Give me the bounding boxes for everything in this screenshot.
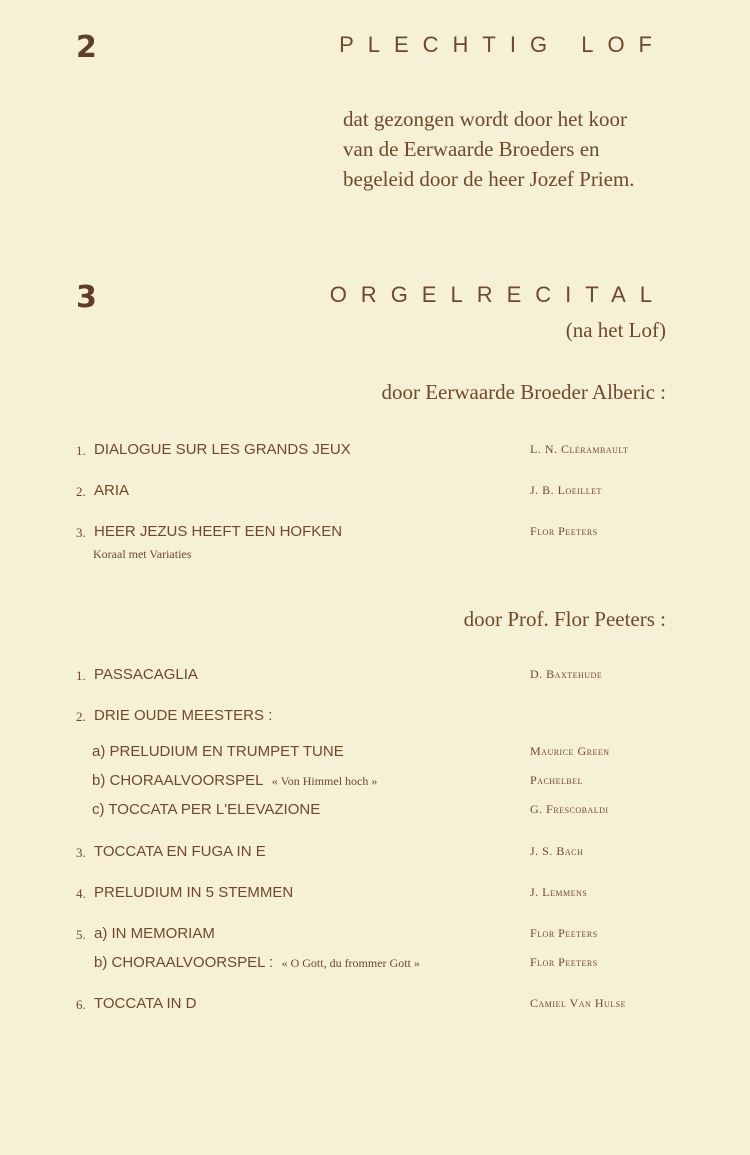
program-item <box>76 666 668 686</box>
item-title: a) IN MEMORIAM <box>94 925 215 942</box>
item-number: 4. <box>76 886 86 901</box>
part-1-byline: door Eerwaarde Broeder Alberic : <box>381 380 666 404</box>
program-item <box>76 441 668 461</box>
item-composer: L. N. Clérambault <box>530 442 629 456</box>
item-composer: D. Baxtehude <box>530 667 603 681</box>
item-number: 3. <box>76 845 86 860</box>
item-number: 2. <box>76 709 86 724</box>
item-title: TOCCATA IN D <box>94 995 197 1012</box>
program-item <box>76 801 668 821</box>
item-number: 2. <box>76 484 86 499</box>
section-2-paragraph <box>343 104 703 194</box>
item-note: Koraal met Variaties <box>93 547 192 561</box>
program-item <box>76 995 668 1015</box>
item-title: TOCCATA EN FUGA IN E <box>94 843 266 860</box>
program-item <box>76 925 668 945</box>
program-item <box>76 523 668 543</box>
item-composer: Camiel Van Hulse <box>530 996 627 1010</box>
item-title: ARIA <box>94 482 130 499</box>
item-title: PRELUDIUM IN 5 STEMMEN <box>94 884 294 901</box>
item-composer: J. B. Loeillet <box>530 483 602 497</box>
item-number: 5. <box>76 927 86 942</box>
item-title: DIALOGUE SUR LES GRANDS JEUX <box>94 441 351 458</box>
section-3-title: ORGELRECITAL <box>329 282 666 307</box>
item-title: c) TOCCATA PER L'ELEVAZIONE <box>92 801 321 818</box>
program-item <box>76 707 668 727</box>
item-composer: Flor Peeters <box>530 524 598 538</box>
item-title: a) PRELUDIUM EN TRUMPET TUNE <box>92 743 344 760</box>
program-item <box>76 884 668 904</box>
item-number: 1. <box>76 668 86 683</box>
item-title-extra: « O Gott, du frommer Gott » <box>281 956 420 970</box>
item-title: b) CHORAALVOORSPEL : « O Gott, du frommer Gott » <box>94 954 420 971</box>
item-number: 1. <box>76 443 86 458</box>
item-title: b) CHORAALVOORSPEL « Von Himmel hoch » <box>92 772 378 789</box>
item-composer: G. Frescobaldi <box>530 802 609 816</box>
section-3-subtitle: (na het Lof) <box>565 318 666 342</box>
program-item <box>76 843 668 863</box>
item-composer: J. Lemmens <box>530 885 588 899</box>
paragraph-line: dat gezongen wordt door het koor <box>343 107 628 131</box>
item-composer: J. S. Bach <box>530 844 584 858</box>
item-composer: Flor Peeters <box>530 955 598 969</box>
item-number: 6. <box>76 997 86 1012</box>
item-title: HEER JEZUS HEEFT EEN HOFKEN <box>94 523 343 540</box>
section-2-number: 2 <box>76 30 97 65</box>
item-composer: Flor Peeters <box>530 926 598 940</box>
item-title: PASSACAGLIA <box>94 666 198 683</box>
program-item <box>76 743 668 763</box>
section-2-title: PLECHTIG LOF <box>339 32 666 57</box>
program-item <box>76 954 668 974</box>
item-composer: Maurice Green <box>530 744 610 758</box>
item-composer: Pachelbel <box>530 773 583 787</box>
item-title-extra: « Von Himmel hoch » <box>271 774 378 788</box>
program-item <box>76 482 668 502</box>
program-item <box>76 772 668 792</box>
section-3-number: 3 <box>76 280 97 315</box>
item-title: DRIE OUDE MEESTERS : <box>94 707 273 724</box>
paragraph-line: begeleid door de heer Jozef Priem. <box>343 167 635 191</box>
item-number: 3. <box>76 525 86 540</box>
paragraph-line: van de Eerwaarde Broeders en <box>343 137 600 161</box>
part-2-byline: door Prof. Flor Peeters : <box>463 607 666 631</box>
